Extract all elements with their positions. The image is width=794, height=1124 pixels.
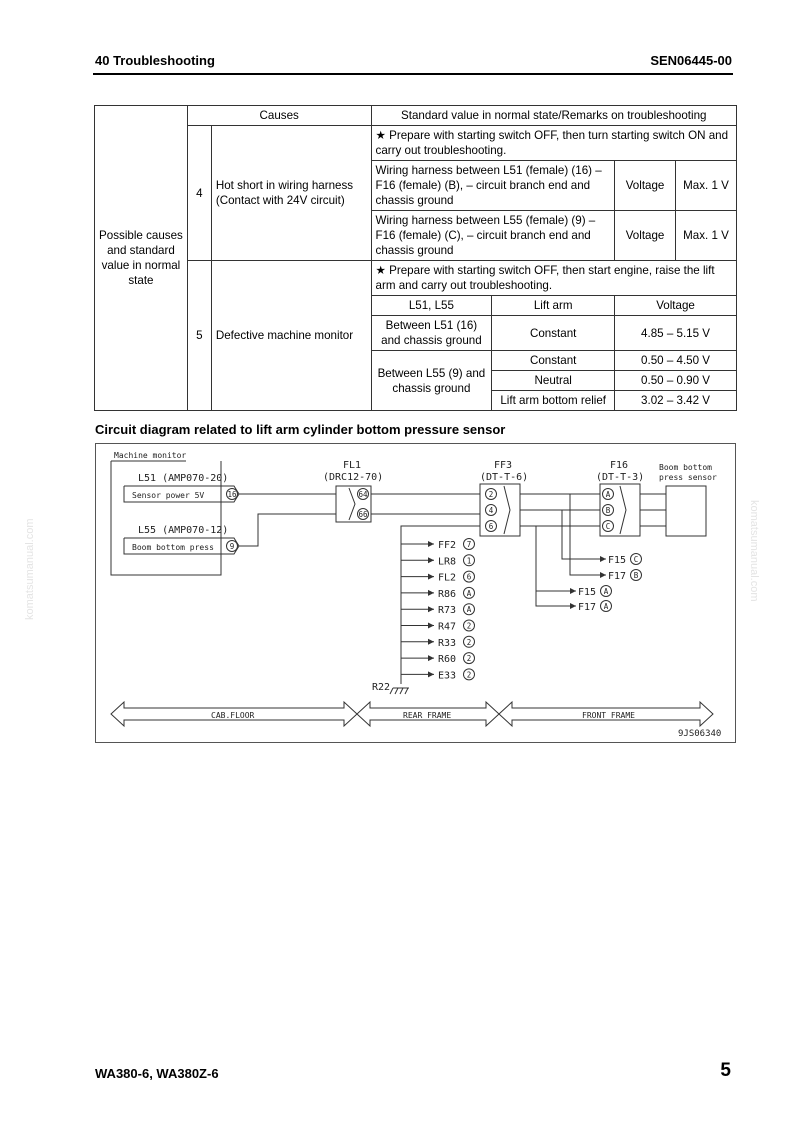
right-branch-name: F15 [578,587,597,598]
right-branch-arrow-head [600,572,606,578]
boom-bottom-label: Boom bottom press [132,543,214,552]
ground-label: R22 [372,682,391,693]
branch-pin: A [466,588,472,598]
circuit-svg [96,444,735,742]
fl1-pin-64: 64 [358,490,368,499]
ff3-pin: 4 [488,506,494,515]
monitor-label: Machine monitor [114,451,187,460]
voltage-range: 0.50 – 4.50 V [615,351,737,371]
sub-header-lift-arm: Lift arm [492,296,615,316]
document-code: SEN06445-00 [650,53,732,68]
l51-pin: 16 [227,490,237,499]
branch-group [401,539,475,682]
figure-id: 9JS06340 [678,729,722,739]
right-branch-name: F17 [608,571,627,582]
right-branch-arrow-head [600,556,606,562]
branch-name: R60 [438,654,457,666]
branch-name: LR8 [438,556,457,568]
pin-group [227,489,614,552]
cause-number: 4 [187,126,211,261]
right-branch-pin: B [633,571,639,580]
branch-name: R73 [438,605,457,617]
branch-arrow-head [428,590,434,596]
model-footer: WA380-6, WA380Z-6 [95,1066,219,1081]
prep-note: ★ Prepare with starting switch OFF, then turn starting switch ON and carry out troubleshooting. [371,126,736,161]
right-branch-group [564,554,642,614]
zone-front-label: FRONT FRAME [582,711,635,720]
voltage-range: 3.02 – 3.42 V [615,391,737,411]
between-terminals: Between L55 (9) and chassis ground [371,351,492,411]
circuit-diagram [95,443,736,743]
harness-description: Wiring harness between L51 (female) (16) – F16 (female) (B), – circuit branch end and chassis ground [371,161,615,211]
diagram-title: Circuit diagram related to lift arm cylinder bottom pressure sensor [95,422,506,437]
measure-item: Voltage [615,211,676,261]
branch-pin: 2 [466,654,472,664]
lift-arm-state: Lift arm bottom relief [492,391,615,411]
voltage-range: 4.85 – 5.15 V [615,316,737,351]
fl1-chevron [349,488,355,520]
lift-arm-state: Neutral [492,371,615,391]
branch-name: FF2 [438,540,457,551]
branch-arrow-head [428,557,434,563]
cause-number: 5 [187,261,211,411]
wire-l55-fl1 [239,514,336,546]
ff3-type: (DT-T-6) [480,472,529,483]
cause-text: Hot short in wiring harness (Contact with 24V circuit) [211,126,371,261]
branch-arrow-head [428,623,434,629]
right-branch-pin: C [633,555,639,564]
right-branch-pin: A [603,602,609,611]
zone-rear-label: REAR FRAME [403,711,452,720]
branch-pin: A [466,605,472,615]
ff3-pin: 6 [488,522,494,531]
branch-pin: 2 [466,621,472,631]
branch-arrow-head [428,574,434,580]
cause-text: Defective machine monitor [211,261,371,411]
watermark-right: komatsumanual.com [748,500,760,602]
ff3-pin: 2 [488,490,494,499]
fl1-label: FL1 [343,460,362,471]
branch-arrow-head [428,606,434,612]
f16-pin: C [605,522,611,531]
branch-name: FL2 [438,572,457,584]
troubleshooting-table [94,105,737,411]
branch-name: R86 [438,588,457,600]
branch-arrow-head [428,671,434,677]
lift-arm-state: Constant [492,316,615,351]
branch-name: R47 [438,621,457,633]
sensor-label-2: press sensor [659,473,717,482]
branch-arrow-head [428,541,434,547]
right-branch-pin: A [603,587,609,596]
standard-value-header: Standard value in normal state/Remarks on troubleshooting [371,106,736,126]
branch-name: E33 [438,670,457,682]
watermark-left: komatsumanual.com [24,518,36,620]
between-terminals: Between L51 (16) and chassis ground [371,316,492,351]
branch-pin: 6 [466,572,472,582]
f16-pin: B [605,506,611,515]
zone-cab-label: CAB.FLOOR [211,711,255,720]
section-header: 40 Troubleshooting [95,53,215,68]
sensor-box [666,486,706,536]
branch-pin: 2 [466,670,472,680]
l51-label: L51 (AMP070-20) [138,473,229,484]
branch-f17b [570,494,596,575]
branch-pin: 1 [466,556,472,566]
branch-arrow-head [428,639,434,645]
prep-note: ★ Prepare with starting switch OFF, then start engine, raise the lift arm and carry out troubleshooting. [371,261,736,296]
right-branch-name: F15 [608,555,627,566]
branch-pin: 2 [466,637,472,647]
branch-f17a [536,591,566,606]
fl1-pin-66: 66 [358,510,368,519]
right-branch-arrow-head [570,603,576,609]
measure-value: Max. 1 V [676,211,737,261]
harness-description: Wiring harness between L55 (female) (9) – F16 (female) (C), – circuit branch end and chassis ground [371,211,615,261]
f16-type: (DT-T-3) [596,472,645,483]
header-rule [93,73,733,75]
voltage-range: 0.50 – 0.90 V [615,371,737,391]
causes-header: Causes [187,106,371,126]
f16-chevron [620,486,626,534]
branch-arrow-head [428,655,434,661]
measure-value: Max. 1 V [676,161,737,211]
fl1-type: (DRC12-70) [323,472,384,483]
right-branch-name: F17 [578,602,597,613]
branch-f15c [562,510,596,559]
f16-pin: A [605,490,611,499]
sensor-label-1: Boom bottom [659,463,712,472]
f16-label: F16 [610,460,629,471]
measure-item: Voltage [615,161,676,211]
l55-pin: 9 [229,542,235,551]
sensor-power-label: Sensor power 5V [132,491,205,500]
ff3-label: FF3 [494,460,513,471]
sub-header-voltage: Voltage [615,296,737,316]
l55-label: L55 (AMP070-12) [138,525,229,536]
branch-name: R33 [438,637,457,649]
right-branch-arrow-head [570,588,576,594]
sub-header-connector: L51, L55 [371,296,492,316]
possible-causes-label: Possible causes and standard value in normal state [95,106,188,411]
ff3-chevron [504,486,510,534]
page-number: 5 [720,1060,731,1081]
branch-pin: 7 [466,540,472,549]
lift-arm-state: Constant [492,351,615,371]
